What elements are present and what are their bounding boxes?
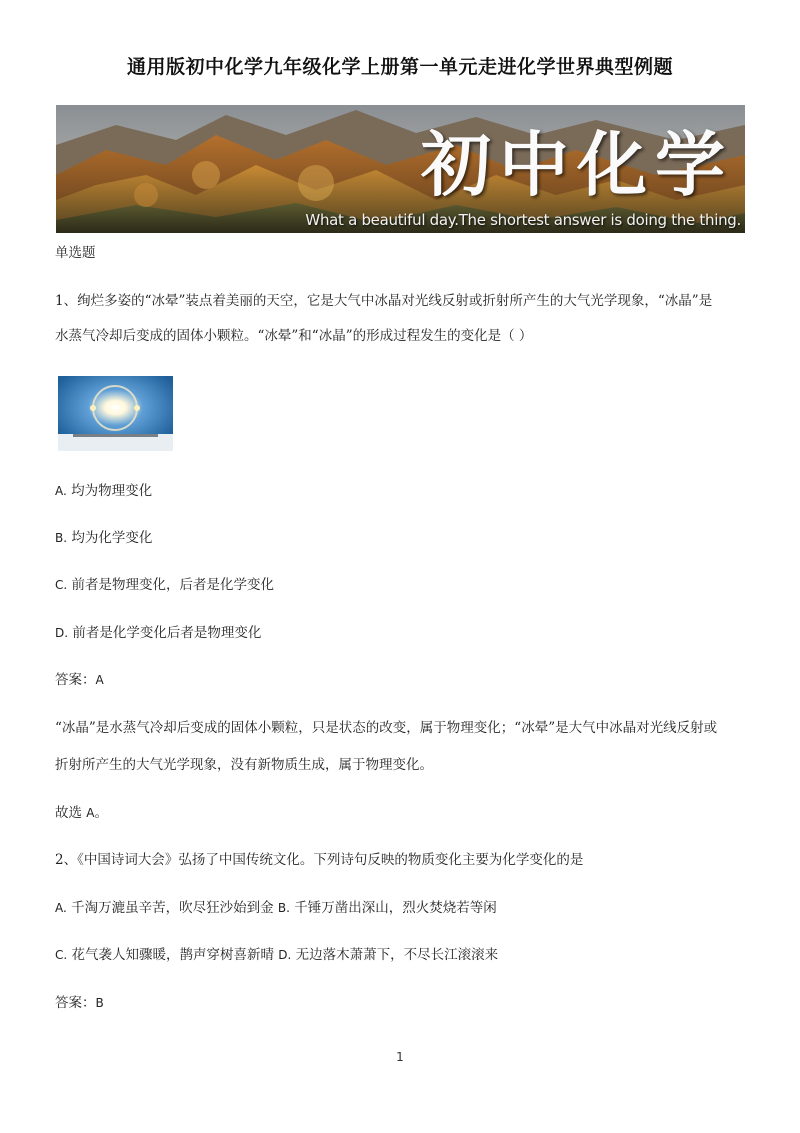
q2-option-c: 花气袭人知骤暖，鹊声穿树喜新晴 [71,947,274,963]
section-heading: 单选题 [55,245,96,261]
q2-stem: 2、《中国诗词大会》弘扬了中国传统文化。下列诗句反映的物质变化主要为化学变化的是 [55,852,584,868]
q2-answer: 答案：B [55,995,104,1011]
q1-explanation-line2: 折射所产生的大气光学现象，没有新物质生成，属于物理变化。 [55,757,433,773]
q2-option-b: 千锤万凿出深山，烈火焚烧若等闲 [294,900,497,916]
q2-option-a: 千淘万漉虽辛苦，吹尽狂沙始到金 [71,900,274,916]
banner-title: 初中化学 [421,123,733,206]
q2-options-row2: C. 花气袭人知骤暖，鹊声穿树喜新晴 D. 无边落木萧萧下，不尽长江滚滚来 [55,947,499,963]
q1-conclusion: 故选 A。 [55,805,109,821]
banner-image [56,105,745,233]
page-number: 1 [396,1050,404,1064]
q2-options-row1: A. 千淘万漉虽辛苦，吹尽狂沙始到金 B. 千锤万凿出深山，烈火焚烧若等闲 [55,900,497,916]
ice-halo-photo [58,376,173,451]
q1-stem-line1: 1、绚烂多姿的“冰晕”装点着美丽的天空，它是大气中冰晶对光线反射或折射所产生的大气光学现象，“冰晶”是 [55,293,713,309]
q1-option-c: C. 前者是物理变化，后者是化学变化 [55,577,274,593]
document-title: 通用版初中化学九年级化学上册第一单元走进化学世界典型例题 [126,56,673,78]
q1-option-b: B. 均为化学变化 [55,530,153,546]
q1-stem-line2: 水蒸气冷却后变成的固体小颗粒。“冰晕”和“冰晶”的形成过程发生的变化是（ ） [55,328,533,344]
ice-halo-image [58,376,173,451]
banner-subtitle: What a beautiful day.The shortest answer is doing the thing. [305,211,741,229]
q1-explanation-line1: “冰晶”是水蒸气冷却后变成的固体小颗粒，只是状态的改变，属于物理变化；“冰晕”是大气中冰晶对光线反射或 [55,720,718,736]
q1-option-a: A. 均为物理变化 [55,483,153,499]
q2-option-d: 无边落木萧萧下，不尽长江滚滚来 [295,947,499,963]
q1-answer: 答案：A [55,672,104,688]
q1-option-d: D. 前者是化学变化后者是物理变化 [55,625,262,641]
